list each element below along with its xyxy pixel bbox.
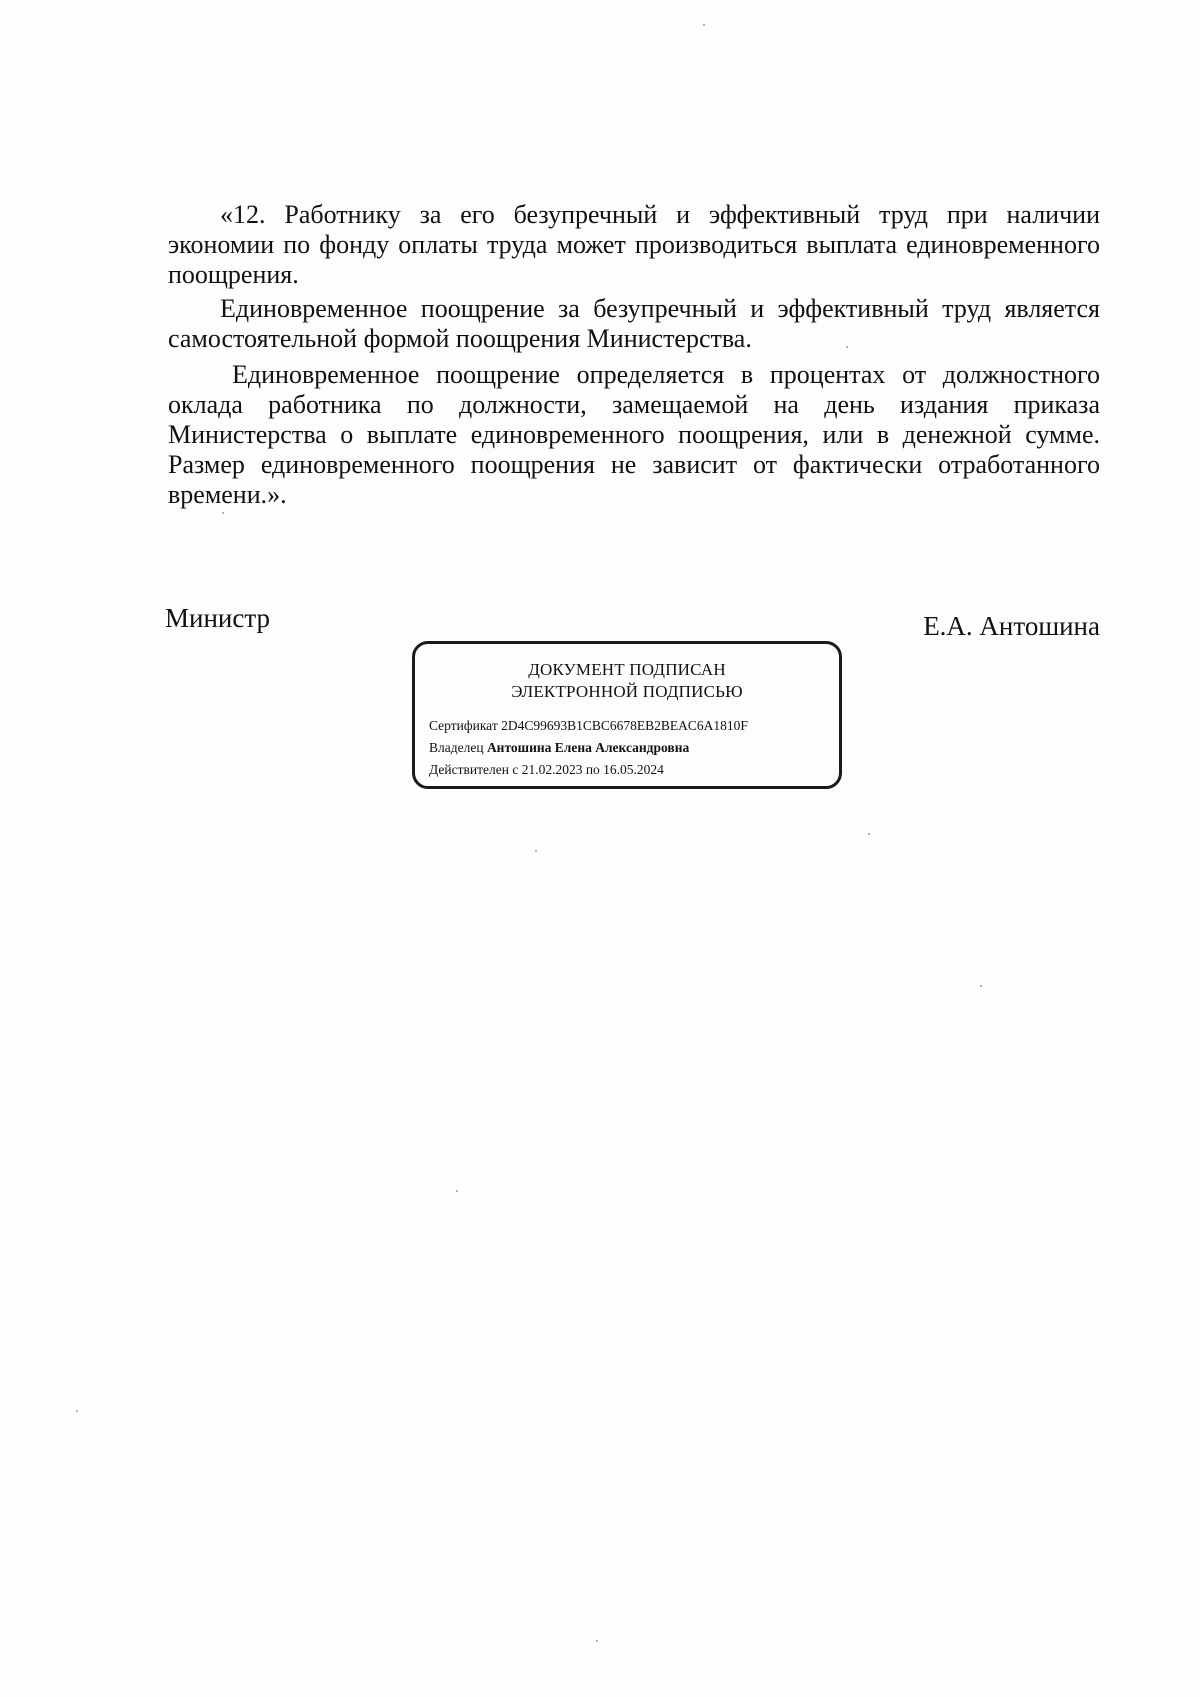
scan-speck: [596, 1640, 598, 1642]
valid-to-word: по: [585, 762, 600, 777]
scan-speck: [846, 346, 848, 348]
certificate-value: 2D4C99693B1CBC6678EB2BEAC6A1810F: [501, 718, 748, 733]
paragraph-3: Единовременное поощрение определяется в процентах от должностного оклада работника по должности, замещаемой на день издания приказа Министерства о выплате единовременного поощрения, или в денежной сумме. Размер единовременного поощрения не зависит от фактически отработанного времени.».: [168, 360, 1100, 509]
stamp-certificate-line: [429, 715, 839, 737]
stamp-details: [429, 715, 839, 781]
paragraph-1: «12. Работнику за его безупречный и эффективный труд при наличии экономии по фонду оплаты труда может производиться выплата единовременного поощрения.: [168, 200, 1100, 289]
scan-speck: [222, 512, 224, 514]
signer-position: Министр: [165, 603, 270, 633]
stamp-title: [415, 659, 839, 703]
valid-to-date: 16.05.2024: [603, 762, 664, 777]
scan-speck: [703, 24, 705, 26]
scan-speck: [456, 1190, 458, 1192]
scan-speck: [868, 833, 870, 835]
valid-from-date: 21.02.2023: [521, 762, 583, 777]
scan-speck: [535, 850, 537, 852]
electronic-signature-stamp: [412, 641, 842, 789]
stamp-owner-line: [429, 737, 839, 759]
stamp-title-line-2: ЭЛЕКТРОННОЙ ПОДПИСЬЮ: [511, 682, 743, 701]
stamp-title-line-1: ДОКУМЕНТ ПОДПИСАН: [528, 660, 726, 679]
stamp-validity-line: [429, 759, 839, 781]
scan-speck: [76, 1410, 78, 1412]
certificate-label: Сертификат: [429, 718, 498, 733]
paragraph-2: Единовременное поощрение за безупречный и эффективный труд является самостоятельной формой поощрения Министерства.: [168, 294, 1100, 353]
owner-value: Антошина Елена Александровна: [486, 740, 690, 755]
valid-label: Действителен: [429, 762, 509, 777]
signer-name: Е.А. Антошина: [923, 611, 1100, 641]
document-body: [168, 200, 1100, 510]
owner-label: Владелец: [429, 740, 484, 755]
valid-from-word: с: [512, 762, 519, 777]
scan-speck: [980, 985, 982, 987]
